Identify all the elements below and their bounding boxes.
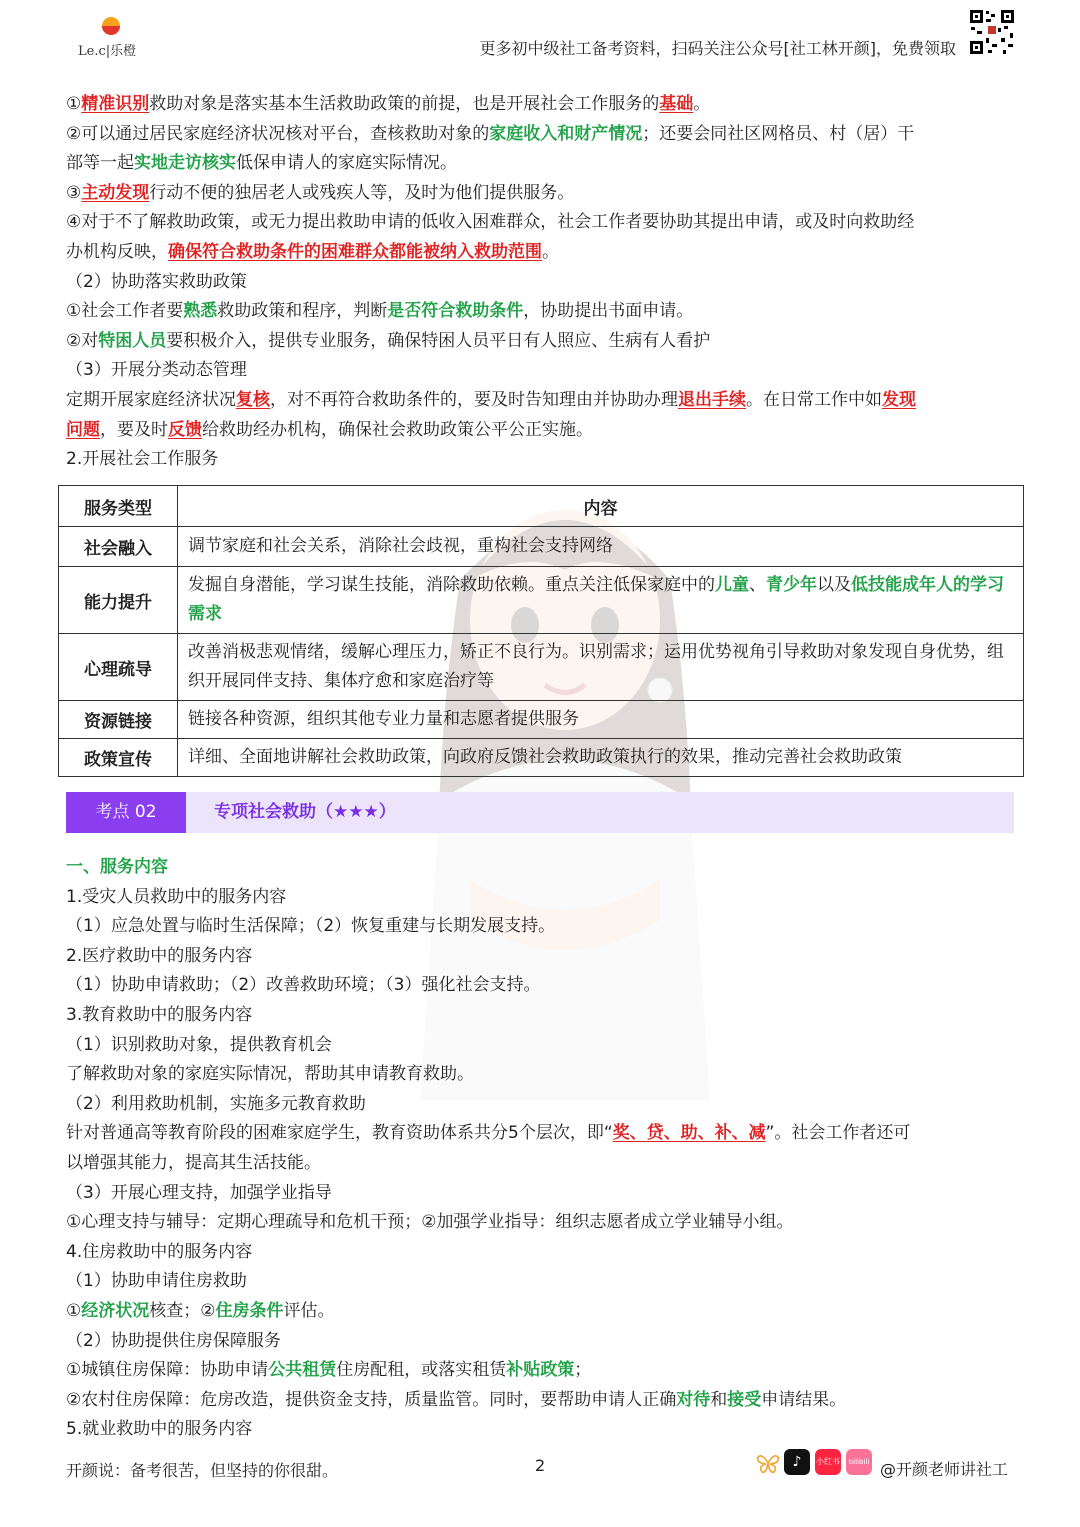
tiktok-icon[interactable]: ♪	[784, 1449, 810, 1475]
brand-logo	[78, 14, 158, 58]
paragraph: 办机构反映，确保符合救助条件的困难群众都能被纳入救助范围。	[66, 241, 559, 262]
paragraph: 以增强其能力，提高其生活技能。	[66, 1152, 321, 1173]
paragraph: ①心理支持与辅导：定期心理疏导和危机干预；②加强学业指导：组织志愿者成立学业辅导小组。	[66, 1212, 794, 1233]
table-cell-type: 资源链接	[59, 701, 178, 739]
page-number: 2	[535, 1456, 546, 1475]
xiaohongshu-icon[interactable]: 小红书	[815, 1449, 841, 1475]
table-header-row	[59, 486, 1024, 527]
paragraph: ②农村住房保障：危房改造，提供资金支持，质量监管。同时，要帮助申请人正确对待和接受申请结果。	[66, 1389, 847, 1410]
paragraph: 2.医疗救助中的服务内容	[66, 945, 253, 966]
table-cell-desc: 详细、全面地讲解社会救助政策，向政府反馈社会救助政策执行的效果，推动完善社会救助政策	[178, 739, 1024, 777]
table-row	[59, 739, 1024, 777]
table-cell-type: 心理疏导	[59, 634, 178, 701]
table-row	[59, 634, 1024, 701]
table-cell-type: 政策宣传	[59, 739, 178, 777]
paragraph: （1）协助申请救助；（2）改善救助环境；（3）强化社会支持。	[66, 975, 541, 996]
page-header	[0, 0, 1080, 70]
column-header: 内容	[178, 486, 1024, 527]
table-cell-type: 能力提升	[59, 567, 178, 634]
paragraph: 部等一起实地走访核实低保申请人的家庭实际情况。	[66, 153, 457, 174]
paragraph: ①城镇住房保障：协助申请公共租赁住房配租，或落实租赁补贴政策；	[66, 1360, 592, 1381]
paragraph: 问题，要及时反馈给救助经办机构，确保社会救助政策公平公正实施。	[66, 419, 593, 440]
table-cell-desc: 改善消极悲观情绪，缓解心理压力，矫正不良行为。识别需求；运用优势视角引导救助对象发现自身优势，组织开展同伴支持、集体疗愈和家庭治疗等	[178, 634, 1024, 701]
paragraph: 5.就业救助中的服务内容	[66, 1419, 253, 1440]
header-promo-text: 更多初中级社工备考资料，扫码关注公众号[社工林开颜]，免费领取	[479, 39, 956, 58]
paragraph: ③主动发现行动不便的独居老人或残疾人等，及时为他们提供服务。	[66, 182, 575, 203]
paragraph: （1）协助申请住房救助	[66, 1271, 247, 1292]
paragraph: 定期开展家庭经济状况复核，对不再符合救助条件的，要及时告知理由并协助办理退出手续。在日常工作中如发现	[66, 389, 916, 410]
qr-code-icon[interactable]	[968, 8, 1016, 56]
exam-point-tag: 考点 02	[66, 792, 186, 833]
table-cell-desc: 链接各种资源，组织其他专业力量和志愿者提供服务	[178, 701, 1024, 739]
social-handle: @开颜老师讲社工	[880, 1460, 1009, 1479]
bilibili-icon[interactable]: bilibili	[846, 1449, 872, 1475]
paragraph: 4.住房救助中的服务内容	[66, 1241, 253, 1262]
section-basic-assistance	[66, 90, 1016, 475]
exam-point-banner	[66, 792, 1014, 833]
footer-quote: 开颜说：备考很苦，但坚持的你很甜。	[66, 1461, 339, 1480]
paragraph: ④对于不了解救助政策，或无力提出救助申请的低收入困难群众，社会工作者要协助其提出申请，或及时向救助经	[66, 212, 915, 233]
paragraph: （2）利用救助机制，实施多元教育救助	[66, 1093, 366, 1114]
sun-logo-icon	[78, 14, 158, 42]
paragraph: ②对特困人员要积极介入，提供专业服务，确保特困人员平日有人照应、生病有人看护	[66, 330, 711, 351]
paragraph: ①经济状况核查；②住房条件评估。	[66, 1300, 335, 1321]
paragraph: ②可以通过居民家庭经济状况核对平台，查核救助对象的家庭收入和财产情况；还要会同社区网格员、村（居）干	[66, 123, 915, 144]
service-type-table	[58, 485, 1024, 777]
paragraph: ①精准识别救助对象是落实基本生活救助政策的前提，也是开展社会工作服务的基础。	[66, 94, 711, 114]
exam-point-title: 专项社会救助（★★★）	[214, 802, 396, 822]
table-row	[59, 567, 1024, 634]
table-cell-type: 社会融入	[59, 527, 178, 567]
column-header: 服务类型	[59, 486, 178, 527]
subheading: （2）协助落实救助政策	[66, 271, 247, 292]
paragraph: 1.受灾人员救助中的服务内容	[66, 886, 287, 907]
table-cell-desc: 发掘自身潜能，学习谋生技能，消除救助依赖。重点关注低保家庭中的儿童、青少年以及低技能成年人的学习需求	[178, 567, 1024, 634]
paragraph: 针对普通高等教育阶段的困难家庭学生，教育资助体系共分5个层次，即“奖、贷、助、补、减”。社会工作者还可	[66, 1123, 911, 1144]
butterfly-icon[interactable]	[757, 1453, 779, 1473]
subheading: 2.开展社会工作服务	[66, 449, 219, 470]
paragraph: 3.教育救助中的服务内容	[66, 1004, 253, 1025]
section-heading: 一、服务内容	[66, 857, 168, 877]
paragraph: （3）开展心理支持，加强学业指导	[66, 1182, 332, 1203]
table-cell-desc: 调节家庭和社会关系，消除社会歧视，重构社会支持网络	[178, 527, 1024, 567]
table-row	[59, 527, 1024, 567]
section-special-assistance	[66, 853, 1016, 1445]
logo-text: Le.c|乐橙	[78, 44, 137, 59]
paragraph: （2）协助提供住房保障服务	[66, 1330, 281, 1351]
paragraph: ①社会工作者要熟悉救助政策和程序，判断是否符合救助条件，协助提出书面申请。	[66, 301, 694, 322]
table-row	[59, 701, 1024, 739]
paragraph: （1）识别救助对象，提供教育机会	[66, 1034, 332, 1055]
paragraph: （1）应急处置与临时生活保障；（2）恢复重建与长期发展支持。	[66, 916, 556, 937]
paragraph: 了解救助对象的家庭实际情况，帮助其申请教育救助。	[66, 1064, 474, 1085]
subheading: （3）开展分类动态管理	[66, 360, 247, 381]
